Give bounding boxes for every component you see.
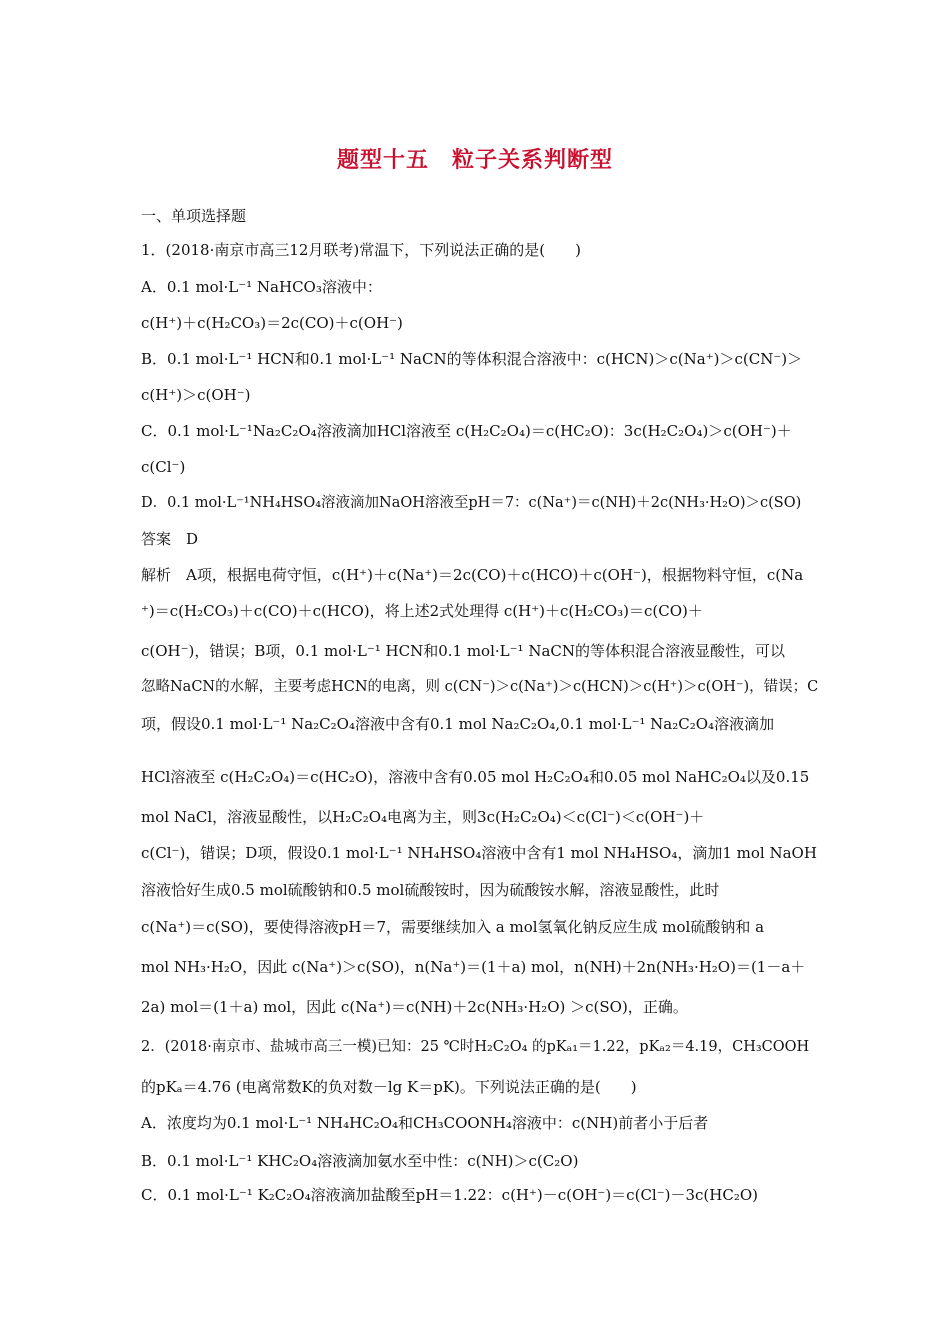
text-line: 答案 D xyxy=(141,530,199,548)
text-line: c(OH⁻)，错误；B项，0.1 mol·L⁻¹ HCN和0.1 mol·L⁻¹ NaCN的等体积混合溶液显酸性，可以 xyxy=(141,642,785,660)
text-line: 解析 A项，根据电荷守恒，c(H⁺)＋c(Na⁺)＝2c(CO)＋c(HCO)＋c(OH⁻)，根据物料守恒，c(Na xyxy=(141,566,804,584)
text-line: 项，假设0.1 mol·L⁻¹ Na₂C₂O₄溶液中含有0.1 mol Na₂C₂O₄,0.1 mol·L⁻¹ Na₂C₂O₄溶液滴加 xyxy=(141,715,775,733)
text-line: ⁺)＝c(H₂CO₃)＋c(CO)＋c(HCO)，将上述2式处理得 c(H⁺)＋c(H₂CO₃)＝c(CO)＋ xyxy=(141,602,703,620)
text-line: B．0.1 mol·L⁻¹ KHC₂O₄溶液滴加氨水至中性：c(NH)＞c(C₂O) xyxy=(141,1152,579,1170)
text-line: 溶液恰好生成0.5 mol硫酸钠和0.5 mol硫酸铵时，因为硫酸铵水解，溶液显酸性，此时 xyxy=(141,881,720,899)
text-line: C．0.1 mol·L⁻¹ K₂C₂O₄溶液滴加盐酸至pH＝1.22：c(H⁺)－c(OH⁻)＝c(Cl⁻)－3c(HC₂O) xyxy=(141,1186,759,1204)
text-line: A．0.1 mol·L⁻¹ NaHCO₃溶液中： xyxy=(141,278,382,296)
page-title: 题型十五 粒子关系判断型 xyxy=(336,147,613,173)
text-line: A．浓度均为0.1 mol·L⁻¹ NH₄HC₂O₄和CH₃COONH₄溶液中：c(NH)前者小于后者 xyxy=(141,1114,709,1132)
text-line: 2a) mol＝(1＋a) mol，因此 c(Na⁺)＝c(NH)＋2c(NH₃·H₂O) ＞c(SO)，正确。 xyxy=(141,998,688,1016)
text-line: HCl溶液至 c(H₂C₂O₄)＝c(HC₂O)，溶液中含有0.05 mol H₂C₂O₄和0.05 mol NaHC₂O₄以及0.15 xyxy=(141,768,810,786)
text-line: D．0.1 mol·L⁻¹NH₄HSO₄溶液滴加NaOH溶液至pH＝7：c(Na⁺)＝c(NH)＋2c(NH₃·H₂O)＞c(SO) xyxy=(141,495,802,511)
text-line: 2．(2018·南京市、盐城市高三一模)已知：25 ℃时H₂C₂O₄ 的pKₐ₁＝1.22，pKₐ₂＝4.19，CH₃COOH xyxy=(141,1039,810,1055)
text-line: 的pKₐ＝4.76 (电离常数K的负对数－lg K＝pK)。下列说法正确的是( ) xyxy=(141,1078,637,1096)
text-line: C．0.1 mol·L⁻¹Na₂C₂O₄溶液滴加HCl溶液至 c(H₂C₂O₄)＝c(HC₂O)：3c(H₂C₂O₄)＞c(OH⁻)＋ xyxy=(141,422,792,440)
text-line: mol NH₃·H₂O，因此 c(Na⁺)＞c(SO)，n(Na⁺)＝(1＋a) mol，n(NH)＋2n(NH₃·H₂O)＝(1－a＋ xyxy=(141,958,806,976)
text-line: B．0.1 mol·L⁻¹ HCN和0.1 mol·L⁻¹ NaCN的等体积混合溶液中：c(HCN)＞c(Na⁺)＞c(CN⁻)＞ xyxy=(141,350,803,368)
text-line: c(H⁺)＞c(OH⁻) xyxy=(141,386,251,404)
text-line: c(H⁺)＋c(H₂CO₃)＝2c(CO)＋c(OH⁻) xyxy=(141,314,403,332)
section-heading: 一、单项选择题 xyxy=(141,207,247,225)
text-line: mol NaCl，溶液显酸性，以H₂C₂O₄电离为主，则3c(H₂C₂O₄)＜c(Cl⁻)＜c(OH⁻)＋ xyxy=(141,808,705,826)
text-line: 忽略NaCN的水解，主要考虑HCN的电离，则 c(CN⁻)＞c(Na⁺)＞c(HCN)＞c(H⁺)＞c(OH⁻)，错误；C xyxy=(141,679,819,695)
text-line: 1．(2018·南京市高三12月联考)常温下，下列说法正确的是( ) xyxy=(141,241,581,259)
text-line: c(Cl⁻)，错误；D项，假设0.1 mol·L⁻¹ NH₄HSO₄溶液中含有1 mol NH₄HSO₄，滴加1 mol NaOH xyxy=(141,844,817,862)
text-line: c(Cl⁻) xyxy=(141,458,186,476)
text-line: c(Na⁺)＝c(SO)，要使得溶液pH＝7，需要继续加入 a mol氢氧化钠反应生成 mol硫酸钠和 a xyxy=(141,918,765,936)
